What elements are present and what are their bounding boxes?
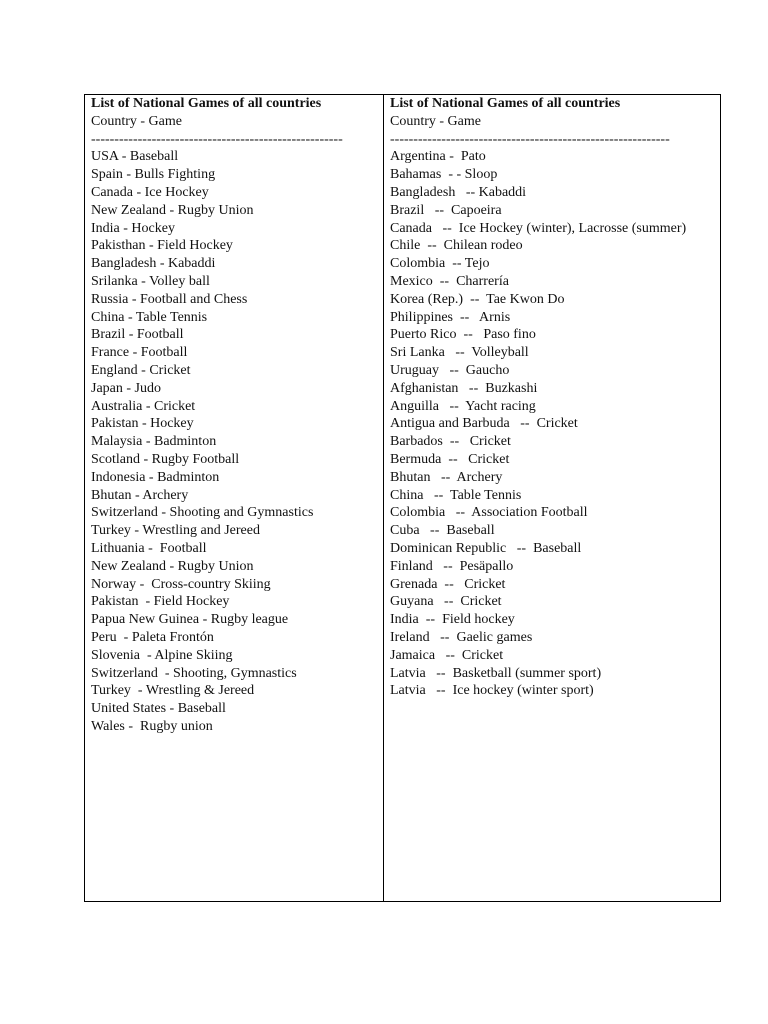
list-item: Ireland -- Gaelic games [390, 629, 533, 645]
list-item: Pakistan - Field Hockey [91, 594, 230, 610]
list-item: China -- Table Tennis [390, 487, 522, 503]
list-item: France - Football [91, 345, 188, 361]
list-item: Slovenia - Alpine Skiing [91, 647, 233, 663]
list-item: USA - Baseball [91, 149, 179, 165]
list-item: Brazil - Football [91, 327, 184, 343]
list-item: New Zealand - Rugby Union [91, 202, 254, 218]
right-column [384, 95, 720, 901]
list-item: Bermuda -- Cricket [390, 451, 510, 467]
left-column-title: List of National Games of all countries [91, 96, 322, 111]
list-item: Colombia -- Association Football [390, 505, 588, 521]
list-item: Afghanistan -- Buzkashi [390, 380, 538, 396]
list-item: Bangladesh -- Kabaddi [390, 184, 527, 200]
list-item: Cuba -- Baseball [390, 523, 495, 539]
left-entry-list [91, 148, 383, 735]
list-item: Sri Lanka -- Volleyball [390, 345, 529, 361]
list-item: Spain - Bulls Fighting [91, 167, 216, 183]
list-item: Peru - Paleta Frontón [91, 629, 214, 645]
list-item: Jamaica -- Cricket [390, 647, 504, 663]
list-item: Switzerland - Shooting and Gymnastics [91, 505, 314, 521]
list-item: Grenada -- Cricket [390, 576, 506, 592]
right-entry-list [390, 148, 720, 700]
list-item: Bangladesh - Kabaddi [91, 256, 216, 272]
list-item: Chile -- Chilean rodeo [390, 238, 523, 254]
list-item: Russia - Football and Chess [91, 291, 248, 307]
list-item: Mexico -- Charrería [390, 273, 509, 289]
list-item: Finland -- Pesäpallo [390, 558, 514, 574]
list-item: Anguilla -- Yacht racing [390, 398, 536, 414]
list-item: Guyana -- Cricket [390, 594, 502, 610]
right-column-title: List of National Games of all countries [390, 96, 621, 111]
right-column-divider: ------------------------------------------------------------ [390, 131, 670, 147]
list-item: Wales - Rugby union [91, 718, 213, 734]
list-item: Switzerland - Shooting, Gymnastics [91, 665, 297, 681]
list-item: Bahamas - - Sloop [390, 167, 498, 183]
list-item: Philippines -- Arnis [390, 309, 511, 325]
list-item: China - Table Tennis [91, 309, 208, 325]
list-item: Scotland - Rugby Football [91, 451, 240, 467]
list-item: Brazil -- Capoeira [390, 202, 502, 218]
list-item: Barbados -- Cricket [390, 434, 511, 450]
list-item: Canada - Ice Hockey [91, 184, 209, 200]
list-item: Japan - Judo [91, 380, 161, 396]
left-column [85, 95, 384, 901]
list-item: Bhutan - Archery [91, 487, 189, 503]
list-item: Argentina - Pato [390, 149, 486, 165]
list-item: Bhutan -- Archery [390, 469, 503, 485]
left-column-subtitle: Country - Game [91, 113, 182, 129]
right-column-subtitle: Country - Game [390, 113, 481, 129]
national-games-table [84, 94, 721, 902]
list-item: Canada -- Ice Hockey (winter), Lacrosse (summer) [390, 220, 687, 236]
list-item: Antigua and Barbuda -- Cricket [390, 416, 578, 432]
list-item: India -- Field hockey [390, 612, 515, 628]
list-item: Dominican Republic -- Baseball [390, 540, 582, 556]
list-item: Korea (Rep.) -- Tae Kwon Do [390, 291, 565, 307]
list-item: Uruguay -- Gaucho [390, 362, 510, 378]
list-item: Indonesia - Badminton [91, 469, 220, 485]
list-item: Srilanka - Volley ball [91, 273, 210, 289]
list-item: New Zealand - Rugby Union [91, 558, 254, 574]
list-item: Colombia -- Tejo [390, 256, 490, 272]
list-item: Latvia -- Basketball (summer sport) [390, 665, 602, 681]
list-item: Turkey - Wrestling and Jereed [91, 523, 260, 539]
list-item: United States - Baseball [91, 701, 226, 717]
list-item: Pakistan - Hockey [91, 416, 194, 432]
left-column-divider: ------------------------------------------------------ [91, 131, 343, 147]
list-item: Australia - Cricket [91, 398, 196, 414]
list-item: Pakisthan - Field Hockey [91, 238, 233, 254]
list-item: Latvia -- Ice hockey (winter sport) [390, 683, 594, 699]
list-item: Papua New Guinea - Rugby league [91, 612, 289, 628]
list-item: Puerto Rico -- Paso fino [390, 327, 536, 343]
list-item: Norway - Cross-country Skiing [91, 576, 271, 592]
list-item: India - Hockey [91, 220, 175, 236]
list-item: Turkey - Wrestling & Jereed [91, 683, 255, 699]
list-item: Lithuania - Football [91, 540, 207, 556]
list-item: Malaysia - Badminton [91, 434, 217, 450]
list-item: England - Cricket [91, 362, 191, 378]
